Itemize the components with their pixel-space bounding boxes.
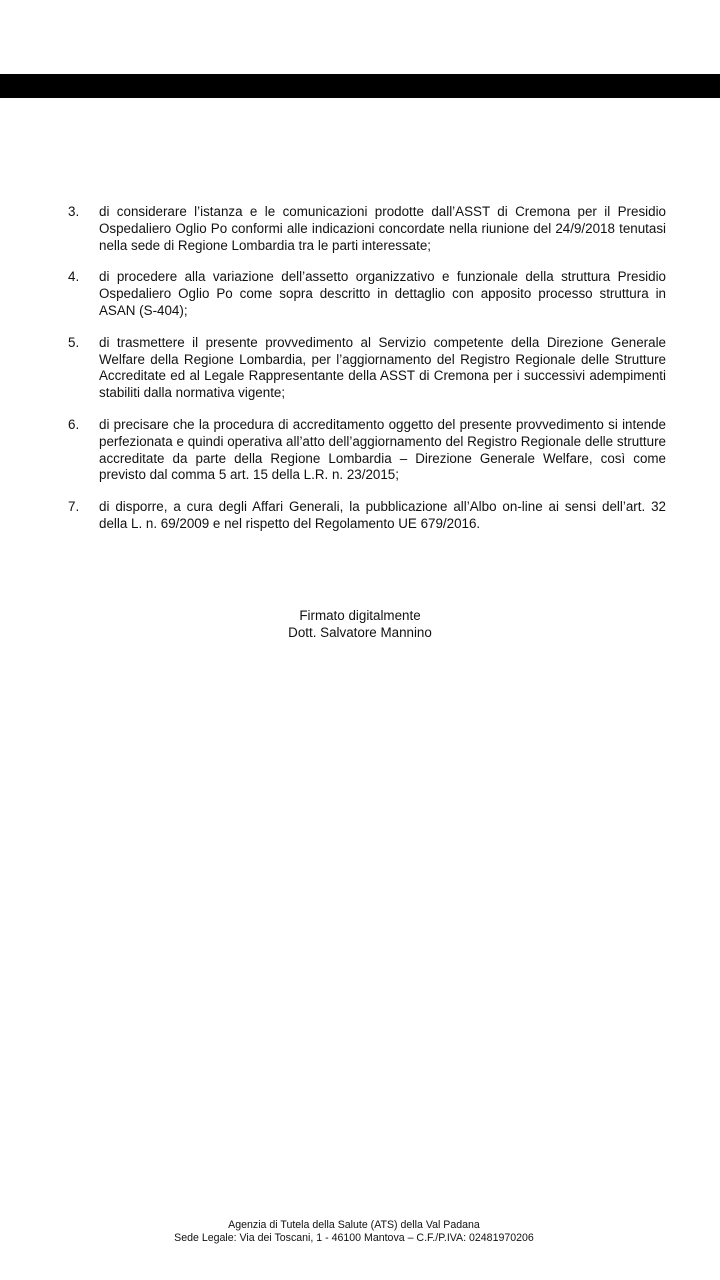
item-text: di considerare l’istanza e le comunicazioni prodotte dall’ASST di Cremona per il Presidio Ospedaliero Oglio Po conformi alle indicazioni concordate nella riunione del 24/9/2018 tenutasi nella sede di Regione Lombardia tra le parti interessate;: [99, 204, 666, 253]
item-text: di procedere alla variazione dell’assetto organizzativo e funzionale della struttura Presidio Ospedaliero Oglio Po come sopra descritto in dettaglio con apposito processo struttura in ASAN (S-404);: [99, 269, 666, 318]
list-item: [66, 335, 666, 402]
item-text: di precisare che la procedura di accreditamento oggetto del presente provvedimento si intende perfezionata e quindi operativa all’atto dell’aggiornamento del Registro Regionale delle strutture accreditate da parte della Regione Lombardia – Direzione Generale Welfare, così come previsto dal comma 5 art. 15 della L.R. n. 23/2015;: [99, 416, 666, 483]
list-item: [66, 269, 666, 319]
item-text: di disporre, a cura degli Affari Generali, la pubblicazione all’Albo on-line ai sensi dell’art. 32 della L. n. 69/2009 e nel rispetto del Regolamento UE 679/2016.: [99, 499, 666, 531]
item-number: 3.: [68, 204, 80, 219]
top-black-bar: [0, 74, 720, 98]
footer-agency: Agenzia di Tutela della Salute (ATS) della Val Padana: [228, 1219, 480, 1231]
resolution-list: [66, 204, 666, 548]
page-footer: [0, 1219, 708, 1245]
item-number: 7.: [68, 499, 80, 515]
footer-address: Sede Legale: Via dei Toscani, 1 - 46100 Mantova – C.F./P.IVA: 02481970206: [174, 1232, 534, 1244]
list-item: [66, 204, 666, 254]
list-item: [66, 417, 666, 484]
signature-note: Firmato digitalmente: [299, 608, 421, 623]
signature-block: [0, 607, 720, 641]
signatory-name: Dott. Salvatore Mannino: [288, 625, 432, 640]
item-number: 6.: [68, 416, 80, 432]
item-number: 5.: [68, 334, 80, 350]
item-number: 4.: [68, 269, 80, 285]
list-item: [66, 499, 666, 533]
item-text: di trasmettere il presente provvedimento al Servizio competente della Direzione Generale Welfare della Regione Lombardia, per l’aggiornamento del Registro Regionale delle Strutture Accreditate ed al Legale Rappresentante della ASST di Cremona per i successivi adempimenti stabiliti dalla normativa vigente;: [99, 334, 666, 401]
